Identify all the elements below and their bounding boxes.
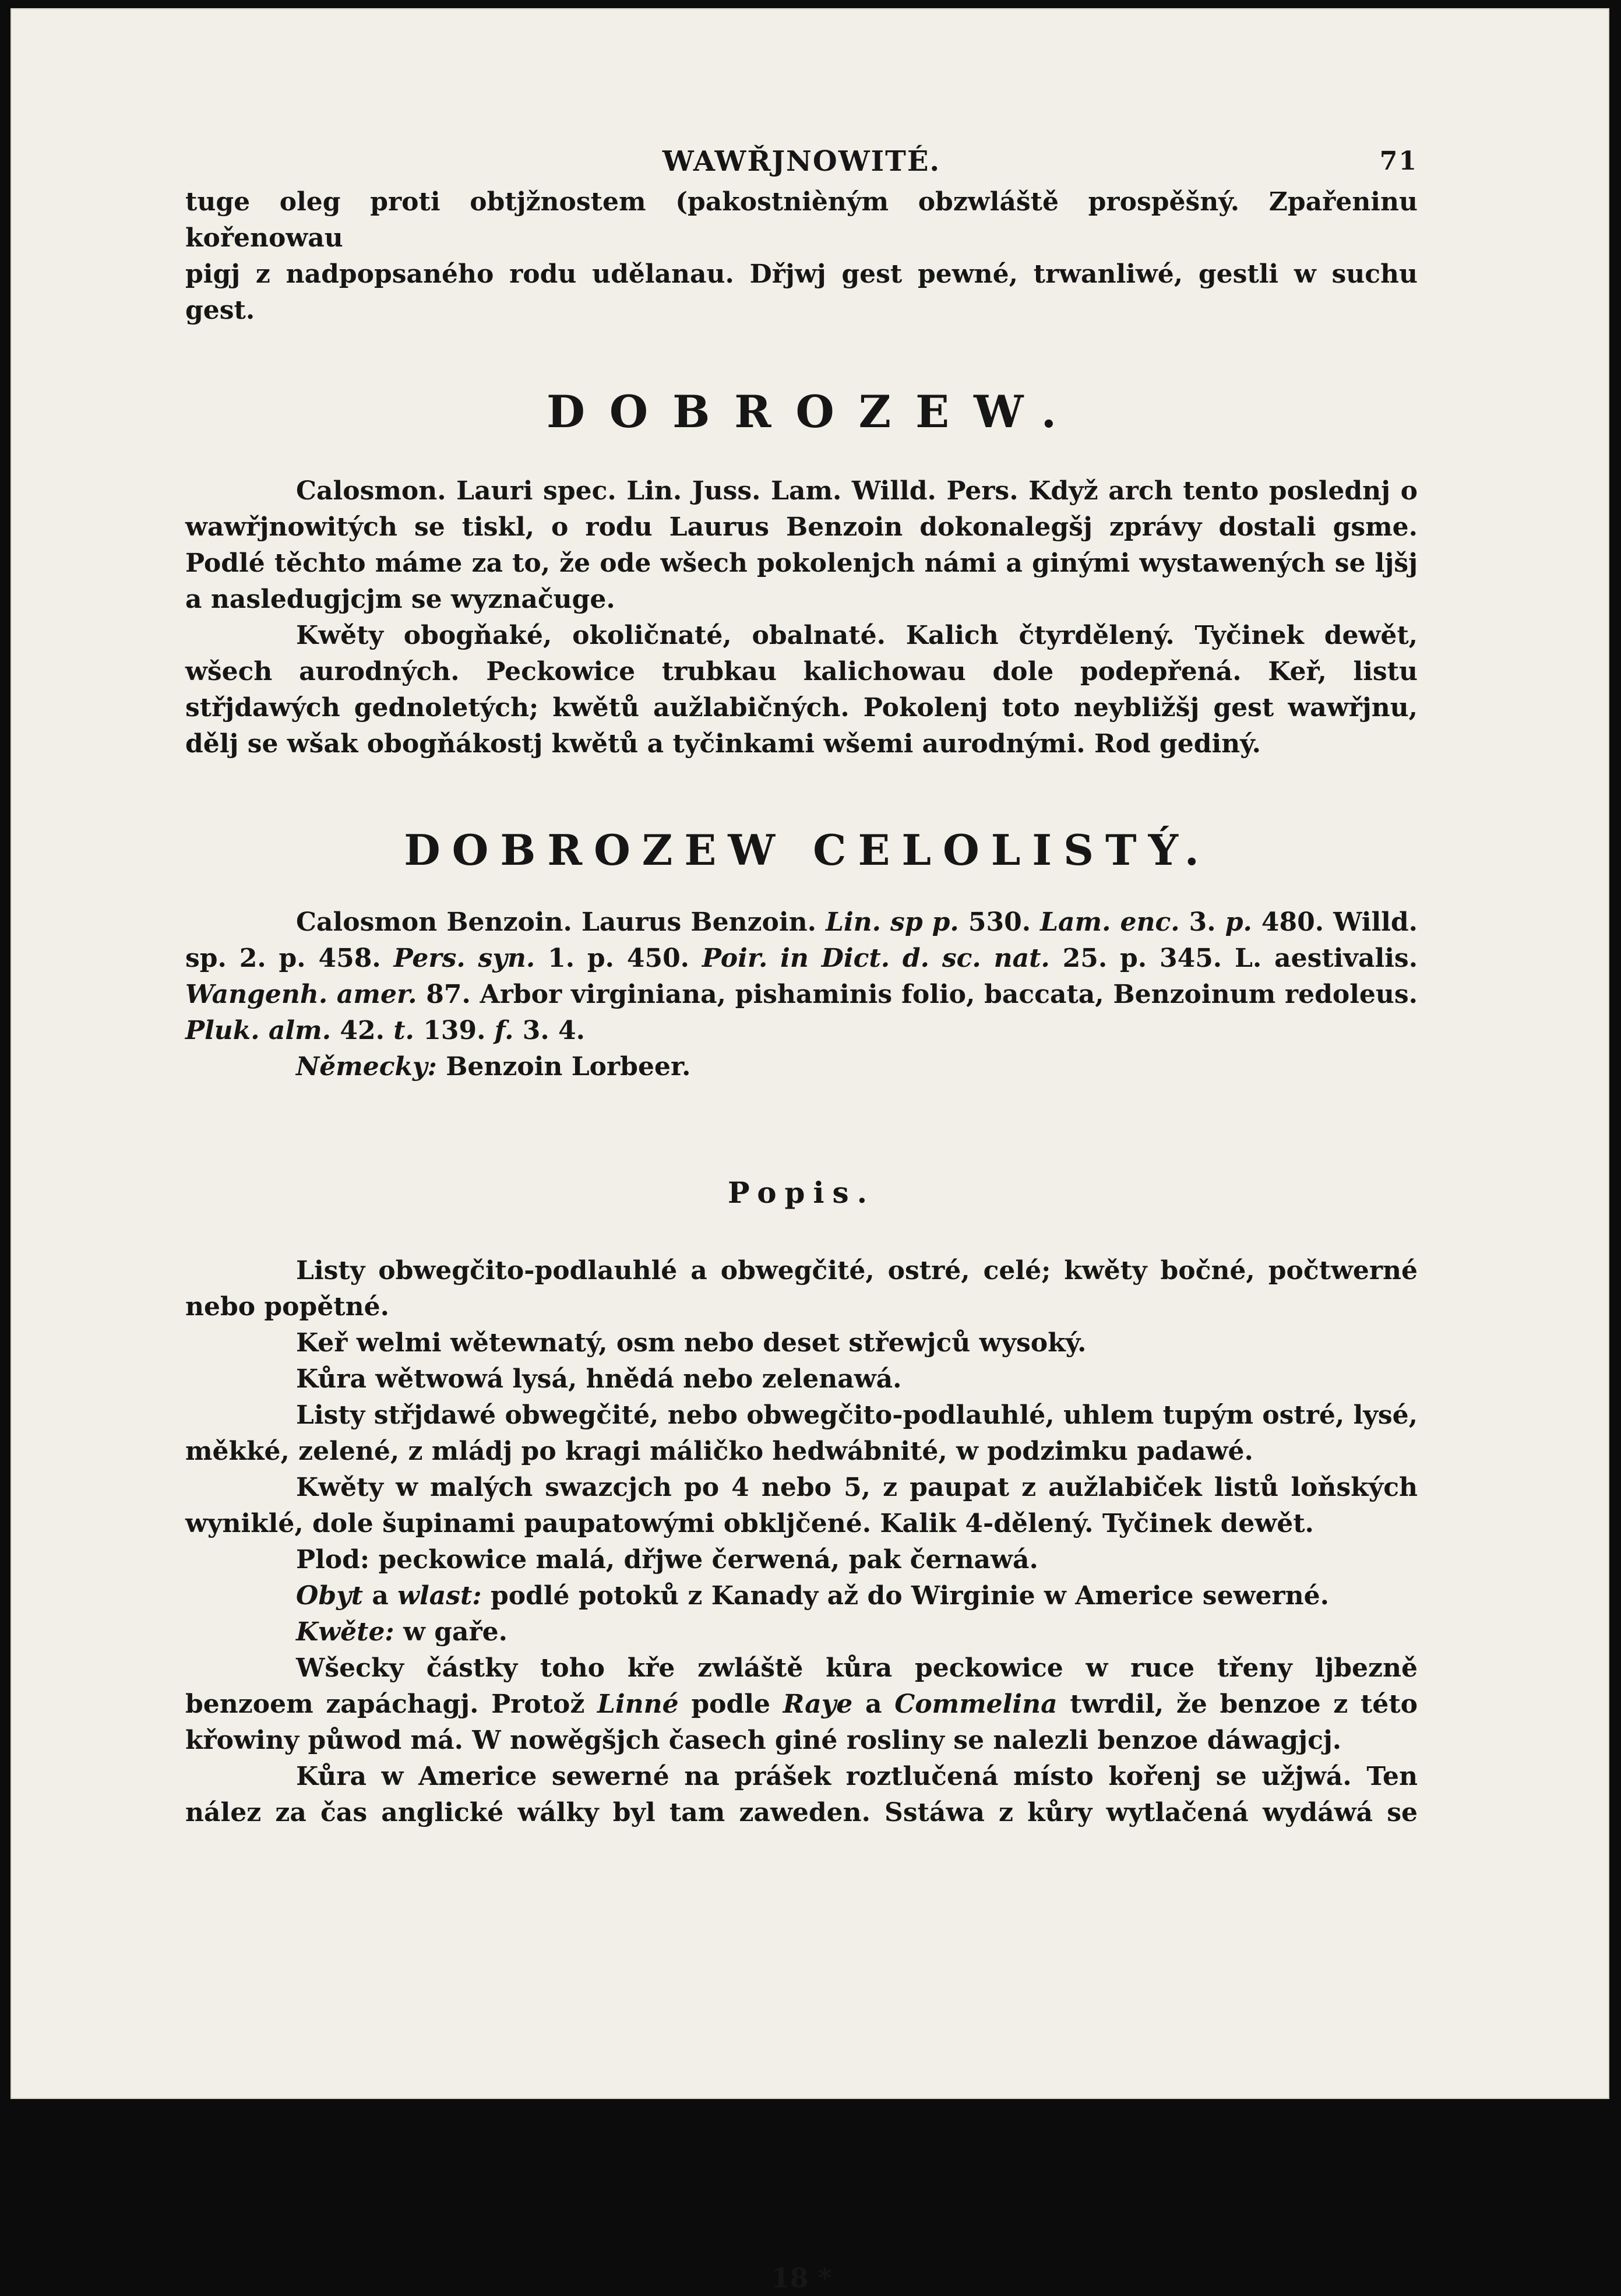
page-number: 71 (1379, 146, 1418, 176)
syn-num: 42. (340, 1016, 385, 1045)
author-commelina: Commelina (894, 1689, 1058, 1719)
desc-leaves: Listy obwegčito-podlauhlé a obwegčité, ostré, celé; kwěty bočné, počtwerné nebo popětné. (185, 1256, 1418, 1322)
book-page (10, 8, 1609, 2294)
syn-text: 87. Arbor virginiana, pishaminis folio, baccata, Benzoinum redoleus. (426, 980, 1418, 1009)
syn-cite: Pluk. alm. (185, 1016, 332, 1045)
intro-line-1: tuge oleg proti obtjžnostem (pakostnièným obzwláště prospěšný. Zpařeninu kořenowau (185, 187, 1418, 253)
syn-cite: p. (1225, 907, 1252, 937)
desc-fruit: Plod: peckowice malá, dřjwe čerwená, pak černawá. (296, 1545, 1038, 1575)
author-raye: Raye (783, 1689, 853, 1719)
syn-cite: Pers. syn. (393, 943, 535, 973)
page-content (185, 143, 1418, 2294)
intro-line-2: pigj z nadpopsaného rodu udělanau. Dřjwj gest pewné, trwanliwé, gestli w suchu gest. (185, 259, 1418, 325)
german-name-line (185, 1049, 1418, 1085)
syn-text: 25. p. 345. L. aestivalis. (1062, 943, 1418, 973)
desc-scent (185, 1650, 1418, 1759)
desc-shrub: Keř welmi wětewnatý, osm nebo deset střewjců wysoký. (296, 1328, 1087, 1358)
desc-uses: Kůra w Americe sewerné na prášek roztlučená místo kořenj se užjwá. Ten nález za čas anglické wálky byl tam zaweden. Sstáwa z kůry wytlačená wydáwá se (185, 1762, 1418, 1827)
species-title: DOBROZEW CELOLISTÝ. (404, 825, 1211, 875)
desc-bark: Kůra wětwowá lysá, hnědá nebo zelenawá. (296, 1364, 902, 1394)
habitat-label: Obyt (296, 1581, 363, 1611)
flowering-text: w gaře. (403, 1617, 508, 1647)
desc-habitat (185, 1578, 1418, 1614)
syn-cite: f. (494, 1016, 514, 1045)
syn-cite: Lin. sp p. (826, 907, 959, 937)
syn-cite: Lam. enc. (1040, 907, 1180, 937)
syn-num: 3. (1189, 907, 1216, 937)
signature-mark: 18 * (771, 2262, 832, 2294)
syn-cite: t. (393, 1016, 414, 1045)
author-linne: Linné (597, 1689, 679, 1719)
scent-text: twrdil, že benzoe z této křowiny půwod má. W nowěgšjch časech giné rosliny se nalezli benzoe dáwagjcj. (185, 1689, 1418, 1755)
genus-paragraph-2: Kwěty obogňaké, okoličnaté, obalnaté. Kalich čtyrdělený. Tyčinek dewět, wšech aurodných. Peckowice trubkau kalichowau dole podepřená. Keř, listu střjdawých gednoletých; kwětů aužlabičných. Pokolenj toto neybližšj gest wawřjnu, dělj se wšak obogňákostj kwětů a tyčinkami wšemi aurodnými. Rod gediný. (185, 621, 1418, 759)
species-synonymy (185, 904, 1418, 1049)
syn-cite: Wangenh. amer. (185, 980, 417, 1009)
genus-paragraph-1: Calosmon. Lauri spec. Lin. Juss. Lam. Willd. Pers. Když arch tento poslednj o wawřjnowitých se tiskl, o rodu Laurus Benzoin dokonalegšj zprávy dostali gsme. Podlé těchto máme za to, že ode wšech pokolenjch námi a ginými wystawených se ljšj a nasledugjcjm se wyznačuge. (185, 476, 1418, 614)
syn-num: 1. p. 450. (548, 943, 689, 973)
scent-text: Wšecky částky toho kře zwláště kůra peckowice w ruce třeny ljbezně benzoem zapáchagj. Protož (185, 1653, 1418, 1719)
german-label: Německy: (296, 1052, 437, 1082)
habitat-text: podlé potoků z Kanady až do Wirginie w Americe sewerné. (490, 1581, 1329, 1611)
scent-text: a (865, 1689, 882, 1719)
syn-num: 139. (423, 1016, 486, 1045)
scent-text: podle (691, 1689, 770, 1719)
flowering-label: Kwěte: (296, 1617, 394, 1647)
syn-text: 480. Willd. sp. 2. p. (185, 907, 1418, 973)
syn-num: 458. (318, 943, 381, 973)
syn-cite: Poir. in Dict. d. sc. nat. (702, 943, 1050, 973)
syn-num: 3. 4. (522, 1016, 585, 1045)
german-name: Benzoin Lorbeer. (446, 1052, 691, 1082)
habitat-label-2: wlast: (397, 1581, 482, 1611)
desc-flowering (185, 1614, 1418, 1650)
genus-title: DOBROZEW. (546, 386, 1081, 438)
syn-num: 530. (968, 907, 1031, 937)
description-heading: Popis. (727, 1175, 876, 1210)
syn-text: Calosmon Benzoin. Laurus Benzoin. (296, 907, 816, 937)
desc-flowers: Kwěty w malých swazcjch po 4 nebo 5, z paupat z aužlabiček listů loňských wyniklé, dole šupinami paupatowými obkljčené. Kalik 4-dělený. Tyčinek dewět. (185, 1473, 1418, 1538)
running-title: WAWŘJNOWITÉ. (662, 145, 941, 178)
desc-leaf-detail: Listy střjdawé obwegčité, nebo obwegčito-podlauhlé, uhlem tupým ostré, lysé, měkké, zelené, z mládj po kragi máličko hedwábnité, w podzimku padawé. (185, 1400, 1418, 1466)
habitat-conj: a (372, 1581, 389, 1611)
running-header (185, 143, 1418, 184)
